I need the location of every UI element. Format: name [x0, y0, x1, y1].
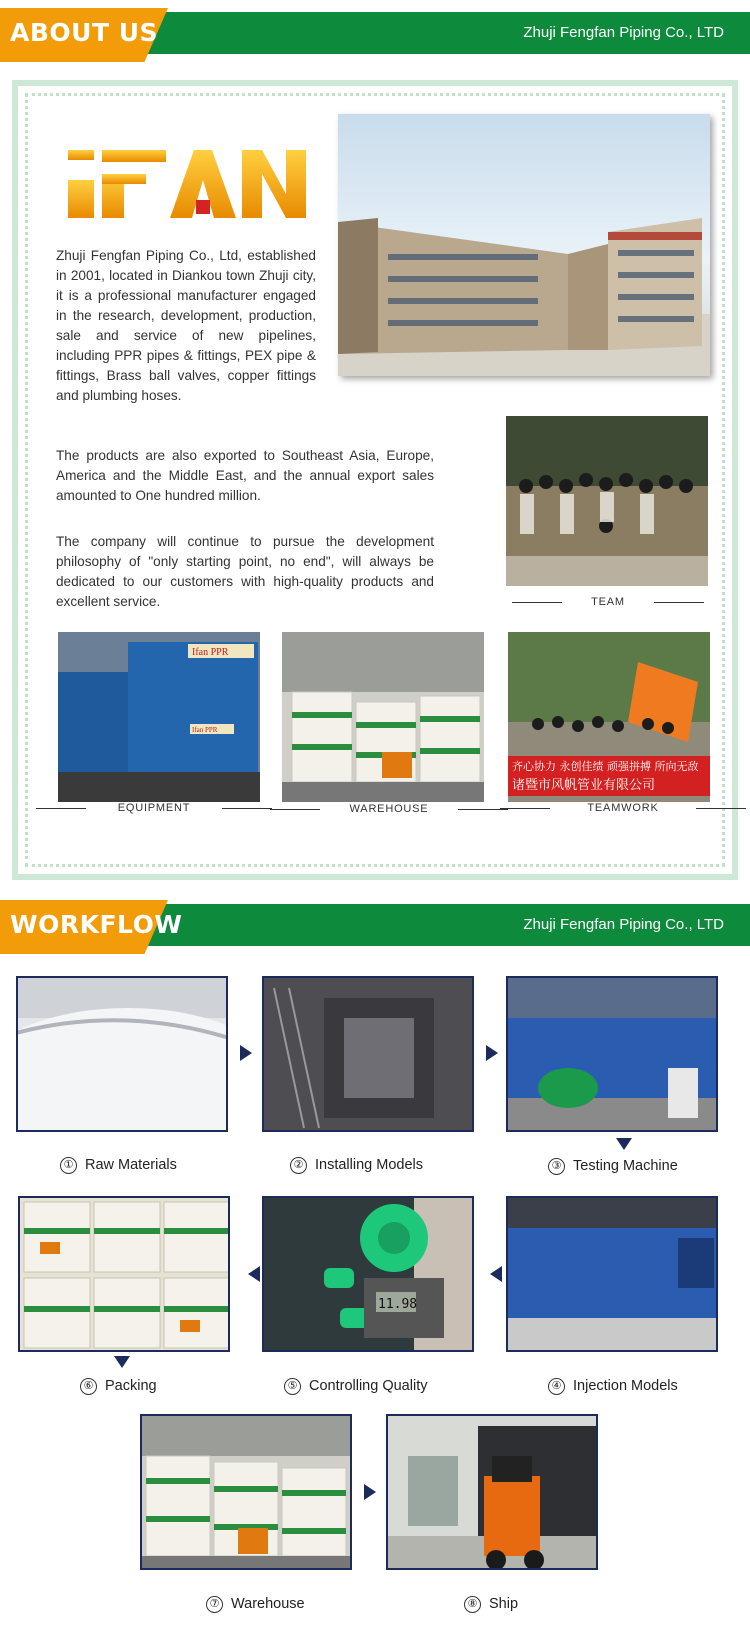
- equipment-sign-text-2: Ifan PPR: [192, 726, 218, 734]
- step-injection-models: ④ Injection Models: [548, 1378, 678, 1395]
- flow-arrow-icon: [248, 1266, 260, 1282]
- company-name: Zhuji Fengfan Piping Co., LTD: [523, 24, 724, 41]
- about-us-banner: [0, 8, 750, 62]
- export-paragraph: The products are also exported to Southeast Asia, Europe, America and the Middle East, and the annual export sales amounted to One hundred million.: [56, 448, 434, 503]
- factory-building-photo: [338, 114, 710, 376]
- intro-paragraph: Zhuji Fengfan Piping Co., Ltd, established in 2001, located in Diankou town Zhuji city, it is a professional manufacturer engaged in the research, development, production, sale and service of new pipelines, including PPR pipes & fittings, PEX pipe & fittings, Brass ball valves, copper fittings and plumbing hoses.: [56, 248, 316, 403]
- controlling-quality-photo: [262, 1196, 474, 1352]
- step-ship: ⑧ Ship: [464, 1596, 518, 1613]
- about-us-title: ABOUT US: [10, 18, 159, 47]
- ifan-logo: [62, 144, 312, 224]
- flow-arrow-icon: [616, 1138, 632, 1150]
- warehouse-photo: [282, 632, 484, 802]
- flow-arrow-icon: [486, 1045, 498, 1061]
- teamwork-banner-line-1: 齐心协力 永创佳绩 顽强拼搏 所向无敌: [512, 760, 699, 773]
- about-section: [12, 80, 738, 880]
- flow-arrow-icon: [364, 1484, 376, 1500]
- flow-arrow-icon: [114, 1356, 130, 1368]
- warehouse-caption: WAREHOUSE: [334, 803, 444, 815]
- packing-photo: [18, 1196, 230, 1352]
- installing-models-photo: [262, 976, 474, 1132]
- workflow-title: WORKFLOW: [10, 910, 183, 939]
- workflow-banner: [0, 900, 750, 954]
- team-photo: [506, 416, 708, 586]
- step-installing-models: ② Installing Models: [290, 1157, 423, 1174]
- step-warehouse: ⑦ Warehouse: [206, 1596, 305, 1613]
- step-raw-materials: ① Raw Materials: [60, 1157, 177, 1174]
- equipment-caption: EQUIPMENT: [100, 802, 208, 814]
- flow-arrow-icon: [490, 1266, 502, 1282]
- injection-models-photo: [506, 1196, 718, 1352]
- testing-machine-photo: [506, 976, 718, 1132]
- team-caption: TEAM: [576, 596, 640, 608]
- teamwork-photo: [508, 632, 710, 802]
- philosophy-paragraph: The company will continue to pursue the development philosophy of "only starting point, no end", will always be dedicated to our customers with high-quality products and excellent service.: [56, 534, 434, 609]
- ship-photo: [386, 1414, 598, 1570]
- step-controlling-quality: ⑤ Controlling Quality: [284, 1378, 427, 1395]
- flow-arrow-icon: [240, 1045, 252, 1061]
- equipment-photo: [58, 632, 260, 802]
- teamwork-caption: TEAMWORK: [564, 802, 682, 814]
- company-name: Zhuji Fengfan Piping Co., LTD: [523, 916, 724, 933]
- equipment-sign-text: Ifan PPR: [192, 647, 229, 658]
- warehouse-step-photo: [140, 1414, 352, 1570]
- caliper-reading: 11.98: [378, 1297, 418, 1312]
- raw-materials-photo: [16, 976, 228, 1132]
- teamwork-banner-line-2: 诸暨市风帆管业有限公司: [512, 778, 656, 793]
- step-testing-machine: ③ Testing Machine: [548, 1158, 678, 1175]
- step-packing: ⑥ Packing: [80, 1378, 157, 1395]
